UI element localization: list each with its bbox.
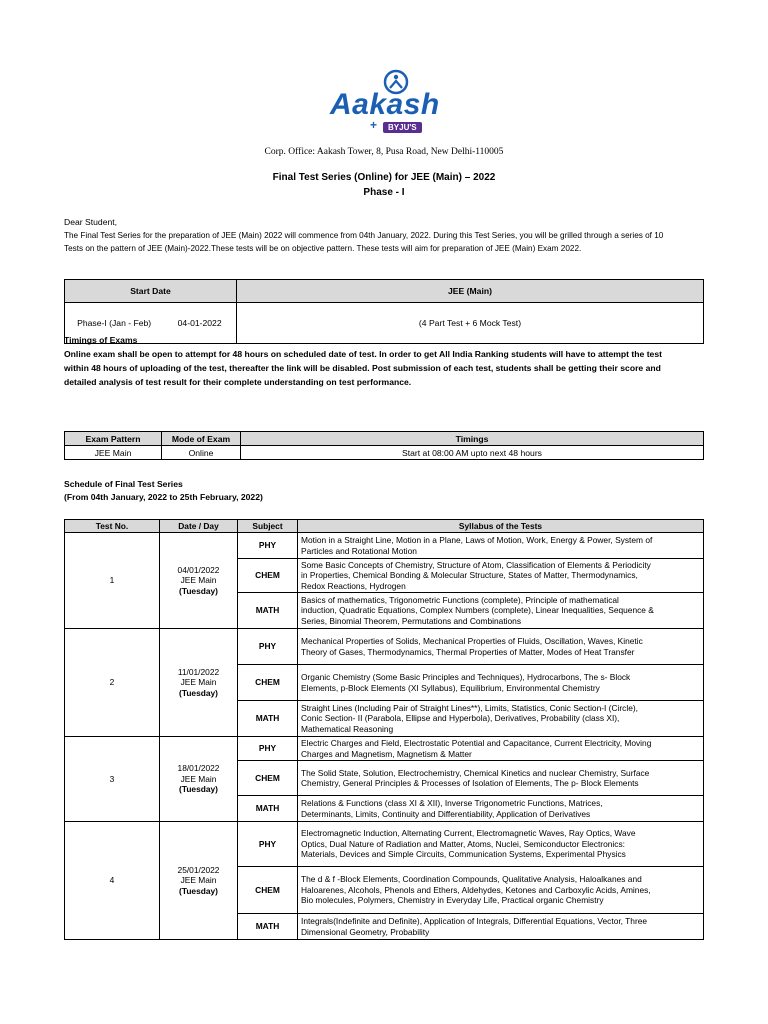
test-day: (Tuesday): [179, 687, 218, 698]
logo-sub-brand: BYJU'S: [383, 122, 422, 133]
syllabus-line: Organic Chemistry (Some Basic Principles and Techniques), Hydrocarbons, The s- Block: [301, 672, 631, 682]
syllabus-line: Dimensional Geometry, Probability: [301, 926, 430, 937]
syllabus-cell: [298, 867, 704, 914]
subject-cell: MATH: [238, 796, 298, 822]
syllabus-line: Charges and Magnetism, Magnetism & Matter: [301, 748, 472, 759]
timing-cell: Start at 08:00 AM upto next 48 hours: [241, 446, 704, 460]
schedule-table: [64, 519, 704, 940]
greeting: Dear Student,: [64, 217, 118, 227]
test-exam: JEE Main: [180, 875, 217, 886]
test-number: 2: [65, 629, 160, 737]
syllabus-line: Bio molecules, Polymers, Chemistry in Everyday Life, Practical organic Chemistry: [301, 895, 604, 906]
syllabus-cell: [298, 822, 704, 867]
syllabus-line: Integrals(Indefinite and Definite), Application of Integrals, Differential Equations, Vector, Three: [301, 916, 648, 926]
syllabus-cell: [298, 701, 704, 737]
syllabus-cell: [298, 665, 704, 701]
syllabus-line: Some Basic Concepts of Chemistry, Structure of Atom, Classification of Elements & Periodicity: [301, 559, 651, 570]
test-exam: JEE Main: [180, 677, 217, 688]
subject-cell: PHY: [238, 737, 298, 761]
start-date-header: Start Date: [65, 280, 237, 303]
syllabus-line: Motion in a Straight Line, Motion in a Plane, Laws of Motion, Work, Energy & Power, System of: [301, 535, 653, 545]
syllabus-cell: [298, 761, 704, 796]
schedule-row: [65, 822, 704, 867]
syllabus-line: Redox Reactions, Hydrogen: [301, 580, 406, 591]
subject-cell: MATH: [238, 914, 298, 940]
syllabus-line: Basics of mathematics, Trigonometric Functions (complete), Principle of mathematical: [301, 594, 619, 605]
syllabus-cell: [298, 914, 704, 940]
syllabus-line: Straight Lines (Including Pair of Straight Lines**), Limits, Statistics, Conic Section-I (Circle),: [301, 702, 638, 713]
timings-heading: Timings of Exams: [64, 335, 138, 345]
start-date-cell: 04-01-2022: [163, 303, 236, 344]
subject-cell: CHEM: [238, 665, 298, 701]
subject-cell: PHY: [238, 822, 298, 867]
subject-cell: MATH: [238, 593, 298, 629]
intro-line-1: The Final Test Series for the preparation of JEE (Main) 2022 will commence from 04th January, 2022. During this Test Series, you will be grilled through a series of 10: [64, 231, 664, 240]
test-number: 1: [65, 533, 160, 629]
test-date: 25/01/2022: [177, 864, 220, 875]
schedule-heading: Schedule of Final Test Series: [64, 479, 183, 489]
test-number: 3: [65, 737, 160, 822]
timings-header: Timings: [241, 432, 704, 446]
test-date-cell: [160, 822, 238, 940]
exam-pattern-header: Exam Pattern: [65, 432, 162, 446]
test-date-cell: [160, 737, 238, 822]
mode-cell: Online: [162, 446, 241, 460]
syllabus-line: Haloarenes, Alcohols, Phenols and Ethers, Aldehydes, Ketones and Carboxylic Acids, Amines,: [301, 884, 651, 895]
test-number: 4: [65, 822, 160, 940]
test-date-cell: [160, 629, 238, 737]
syllabus-line: The Solid State, Solution, Electrochemistry, Chemical Kinetics and nuclear Chemistry, Surface: [301, 767, 650, 778]
syllabus-line: Relations & Functions (class XI & XII), Inverse Trigonometric Functions, Matrices,: [301, 798, 603, 808]
subject-cell: PHY: [238, 629, 298, 665]
syllabus-line: Determinants, Limits, Continuity and Differentiability, Application of Derivatives: [301, 808, 591, 819]
syllabus-line: Chemistry, General Principles & Processes of Isolation of Elements, The p- Block Elements: [301, 778, 639, 788]
syllabus-cell: [298, 737, 704, 761]
syllabus-cell: [298, 559, 704, 593]
test-date: 18/01/2022: [177, 763, 220, 774]
syllabus-line: Electromagnetic Induction, Alternating Current, Electromagnetic Waves, Ray Optics, Wave: [301, 828, 636, 839]
syllabus-line: The d & f -Block Elements, Coordination Compounds, Qualitative Analysis, Haloalkanes and: [301, 874, 642, 885]
date-header: Date / Day: [160, 520, 238, 533]
syllabus-cell: [298, 533, 704, 559]
logo-plus: +: [370, 118, 378, 132]
syllabus-line: induction, Quadratic Equations, Complex Numbers (complete), Linear Inequalities, Sequence &: [301, 605, 654, 616]
timings-line-1: Online exam shall be open to attempt for 48 hours on scheduled date of test. In order to get All India Ranking students will have to attempt the test: [64, 349, 662, 359]
syllabus-line: Conic Section- II (Parabola, Ellipse and Hyperbola), Derivatives, Probability (class XI),: [301, 713, 620, 724]
timings-line-3: detailed analysis of test result for their complete understanding on test performance.: [64, 377, 412, 387]
syllabus-line: Particles and Rotational Motion: [301, 545, 417, 556]
subject-cell: CHEM: [238, 867, 298, 914]
mode-header: Mode of Exam: [162, 432, 241, 446]
logo-brand: Aakash: [330, 88, 440, 121]
syllabus-cell: [298, 593, 704, 629]
subject-cell: CHEM: [238, 761, 298, 796]
doc-subtitle: Phase - I: [363, 187, 405, 198]
test-exam: JEE Main: [180, 575, 217, 586]
test-date-cell: [160, 533, 238, 629]
corp-office: Corp. Office: Aakash Tower, 8, Pusa Road, New Delhi-110005: [264, 147, 504, 157]
syllabus-line: Electric Charges and Field, Electrostatic Potential and Capacitance, Current Electricity, Moving: [301, 738, 652, 748]
syllabus-line: Mathematical Reasoning: [301, 723, 394, 734]
test-date: 04/01/2022: [177, 564, 220, 575]
subject-cell: MATH: [238, 701, 298, 737]
tests-cell: (4 Part Test + 6 Mock Test): [237, 303, 704, 344]
syllabus-line: Series, Binomial Theorem, Permutations and Combinations: [301, 615, 522, 626]
schedule-range: (From 04th January, 2022 to 25th February, 2022): [64, 492, 263, 502]
syllabus-line: Mechanical Properties of Solids, Mechanical Properties of Fluids, Oscillation, Waves, Kinetic: [301, 636, 643, 646]
test-no-header: Test No.: [65, 520, 160, 533]
schedule-row: [65, 737, 704, 761]
syllabus-line: Theory of Gases, Thermodynamics, Thermal Properties of Matter, Modes of Heat Transfer: [301, 646, 635, 657]
subject-cell: PHY: [238, 533, 298, 559]
subject-cell: CHEM: [238, 559, 298, 593]
schedule-row: [65, 533, 704, 559]
exam-pattern-table: [64, 431, 704, 460]
syllabus-header: Syllabus of the Tests: [298, 520, 704, 533]
jee-header: JEE (Main): [237, 280, 704, 303]
schedule-row: [65, 629, 704, 665]
subject-header: Subject: [238, 520, 298, 533]
syllabus-cell: [298, 796, 704, 822]
doc-title: Final Test Series (Online) for JEE (Main) – 2022: [272, 172, 496, 183]
intro-line-2: Tests on the pattern of JEE (Main)-2022.These tests will be on objective pattern. These tests will aim for preparation of JEE (Main) Exam 2022.: [64, 244, 582, 253]
test-exam: JEE Main: [180, 773, 217, 784]
syllabus-line: in Properties, Chemical Bonding & Molecular Structure, States of Matter, Thermodynamics,: [301, 570, 638, 581]
test-day: (Tuesday): [179, 784, 218, 795]
syllabus-line: Optics, Dual Nature of Radiation and Matter, Atoms, Nuclei, Semiconductor Electronics:: [301, 838, 625, 849]
exam-pattern-cell: JEE Main: [65, 446, 162, 460]
phase-cell: Phase-I (Jan - Feb): [65, 303, 164, 344]
test-day: (Tuesday): [179, 585, 218, 596]
test-date: 11/01/2022: [177, 666, 220, 677]
syllabus-line: Materials, Devices and Simple Circuits, Communication Systems, Experimental Physics: [301, 849, 626, 860]
syllabus-line: Elements, p-Block Elements (XI Syllabus), Equilibrium, Environmental Chemistry: [301, 682, 600, 693]
timings-line-2: within 48 hours of uploading of the test, thereafter the link will be disabled. Post submission of each test, students shall be getting their score and: [64, 363, 661, 373]
syllabus-cell: [298, 629, 704, 665]
test-day: (Tuesday): [179, 885, 218, 896]
